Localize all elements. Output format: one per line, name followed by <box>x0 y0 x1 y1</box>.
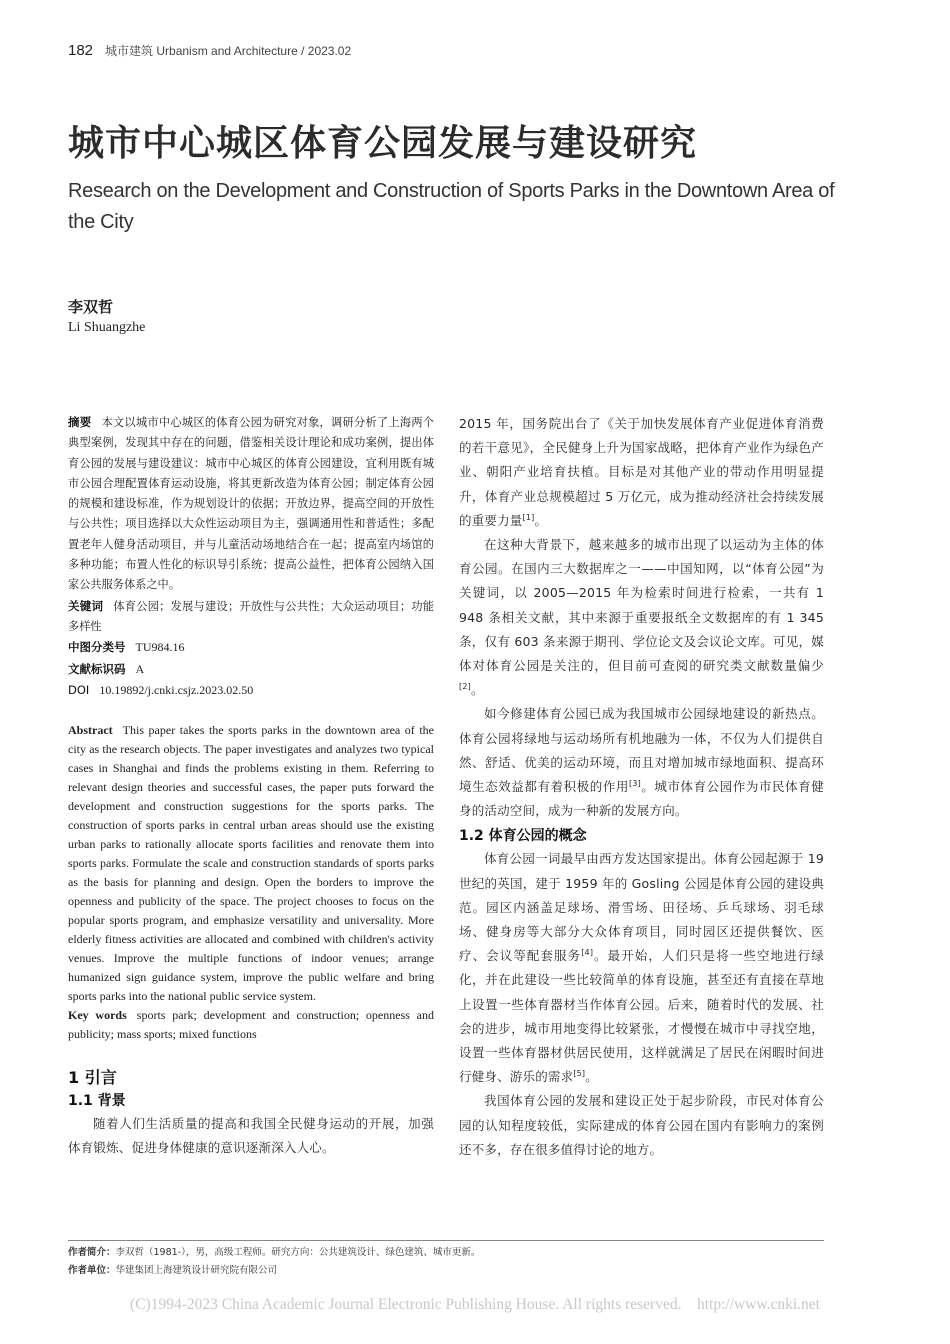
doc-code-line <box>68 659 434 680</box>
footnote-author <box>68 1246 480 1260</box>
subsection-heading-1-1: 1.1 背景 <box>68 1093 126 1110</box>
citation-ref: [2] <box>459 682 471 692</box>
body-paragraph <box>459 702 824 823</box>
left-column <box>68 412 434 1161</box>
footnote-author-label: 作者简介： <box>68 1247 116 1258</box>
keywords-zh-text: 体育公园；发展与建设；开放性与公共性；大众运动项目；功能多样性 <box>68 599 434 633</box>
paragraph-text: 如今修建体育公园已成为我国城市公园绿地建设的新热点。体育公园将绿地与运动场所有机地融为一体，不仅为人们提供自然、舒适、优美的运动环境，而且对增加城市绿地面积、提高环境生态效益都有着积极的作用 <box>459 706 824 795</box>
page-number: 182 <box>68 42 94 59</box>
footnote-unit <box>68 1264 277 1278</box>
citation-ref: [3] <box>628 778 641 788</box>
section-heading-1: 1 引言 <box>68 1068 117 1088</box>
clc-line <box>68 637 434 658</box>
author-zh: 李双哲 <box>68 298 114 316</box>
doi-label: DOI <box>68 682 90 697</box>
abstract-zh-text: 本文以城市中心城区的体育公园为研究对象，调研分析了上海两个典型案例，发现其中存在的问题，借鉴相关设计理论和成功案例，提出体育公园的发展与建设建议：城市中心城区的体育公园建设，宜利用既有城市公园合理配置体育运动设施，将其更新改造为体育公园；制定体育公园的规模和建设标准，作为规划设计的依据；开放边界，提高空间的开放性与公共性；项目选择以大众性运动项目为主，强调通用性和普适性；多配置老年人健身活动项目，并与儿童活动场地结合在一起；提高室内场馆的多种功能；布置人性化的标识导引系统；提高公益性，把体育公园纳入国家公共服务体系之中。 <box>68 416 434 592</box>
paragraph-text: 。最开始，人们只是将一些空地进行绿化，并在此建设一些比较简单的体育设施，甚至还有直接在草地上设置一些体育器材当作体育公园。后来，随着时代的发展、社会的进步，城市用地变得比较紧张，才慢慢在城市中寻找空地，设置一些体育器材供居民使用，这样就满足了居民在闲暇时间进行健身、游乐的需求 <box>459 948 824 1085</box>
citation-ref: [1] <box>522 512 535 522</box>
paragraph-text: 。 <box>470 682 484 698</box>
paragraph-text: 。 <box>585 1069 598 1085</box>
doi-value: 10.19892/j.cnki.csjz.2023.02.50 <box>99 682 254 697</box>
abstract-en-label: Abstract <box>68 723 113 738</box>
citation-ref: [4] <box>581 948 594 958</box>
keywords-en <box>68 1006 434 1044</box>
title-zh: 城市中心城区体育公园发展与建设研究 <box>68 123 698 164</box>
keywords-zh <box>68 596 434 638</box>
paragraph-text: 体育公园一词最早由西方发达国家提出。体育公园起源于 19 世纪的英国，建于 1959 年的 Gosling 公园是体育公园的建设典范。园区内涵盖足球场、滑雪场、田径场、乒乓球场、羽毛球场、健身房等大部分大众体育项目，同时园区还提供餐饮、医疗、会议等配套服务 <box>459 851 824 964</box>
body-paragraph: 我国体育公园的发展和建设正处于起步阶段，市民对体育公园的认知程度较低，实际建成的体育公园在国内有影响力的案例还不多，存在很多值得讨论的地方。 <box>459 1093 824 1157</box>
keywords-zh-label: 关键词 <box>68 598 104 613</box>
footnote-unit-label: 作者单位： <box>68 1265 116 1276</box>
copyright-watermark: (C)1994-2023 China Academic Journal Electronic Publishing House. All rights reserved. http://www.cnki.net <box>130 1296 820 1313</box>
journal-name: 城市建筑 Urbanism and Architecture / 2023.02 <box>105 44 352 58</box>
paragraph-text: 2015 年，国务院出台了《关于加快发展体育产业促进体育消费的若干意见》，全民健身上升为国家战略，把体育产业作为绿色产业、朝阳产业培育扶植。目标是对其他产业的带动作用明显提升，体育产业总规模超过 5 万亿元，成为推动经济社会持续发展的重要力量 <box>459 416 824 528</box>
abstract-en-text: This paper takes the sports parks in the downtown area of the city as the research objects. The paper investigates and analyzes two typical cases in Shanghai and finds the problems existing in them. Referring to relevant design theories and successful cases, the paper puts forward the development and construction suggestions for the sports parks. The construction of sports parks in central urban areas should use the existing urban parks to rationally allocate sports facilities and renovate them into sports parks. Formulate the scale and construction standards of sports parks as the basis for planning and design. Open the borders to improve the openness and publicity of the space. The project chooses to focus on the popular sports program, and emphasize versatility and universality. More elderly fitness activities are allocated and combined with children's activity venues. Improve the multiple functions of indoor venues; arrange humanized sign guidance system, improve the public welfare and bring sports parks into the national public service system. <box>68 723 434 1004</box>
body-paragraph <box>459 847 824 1089</box>
abstract-en <box>68 721 434 1006</box>
subsection-heading-1-2: 1.2 体育公园的概念 <box>459 828 587 845</box>
author-en: Li Shuangzhe <box>68 320 146 335</box>
title-en: Research on the Development and Construction of Sports Parks in the Downtown Area of the City <box>68 180 835 233</box>
paragraph-text: 在这种大背景下，越来越多的城市出现了以运动为主体的体育公园。在国内三大数据库之一——中国知网，以“体育公园”为关键词，以 2005—2015 年为检索时间进行检索，一共有 1 948 条相关文献，其中来源于重要报纸全文数据库的有 1 345 条，仅有 603 条来源于期刊、学位论文及会议论文库。可见，媒体对体育公园是关注的，但目前可查阅的研究类文献数量偏少 <box>459 537 824 674</box>
paragraph-text: 。 <box>534 512 548 528</box>
running-header <box>68 42 351 59</box>
body-paragraph <box>459 412 824 533</box>
footnote-divider <box>68 1240 824 1241</box>
footnote-unit-text: 华建集团上海建筑设计研究院有限公司 <box>115 1265 278 1276</box>
footnote-author-text: 李双哲（1981-），男，高级工程师。研究方向：公共建筑设计、绿色建筑、城市更新。 <box>115 1247 481 1258</box>
body-paragraph <box>459 533 824 702</box>
paragraph-text: 。城市体育公园作为市民体育健身的活动空间，成为一种新的发展方向。 <box>459 779 824 819</box>
doi-line <box>68 680 434 701</box>
keywords-en-text: sports park; development and construction; openness and publicity; mass sports; mixed functions <box>68 1008 435 1042</box>
keywords-en-label: Key words <box>68 1008 127 1023</box>
clc-label: 中图分类号 <box>68 640 126 655</box>
citation-ref: [5] <box>573 1069 586 1079</box>
abstract-zh-label: 摘要 <box>68 415 92 429</box>
right-column <box>459 412 824 1162</box>
doc-code-label: 文献标识码 <box>68 661 126 676</box>
doc-code-value: A <box>135 661 145 676</box>
abstract-zh <box>68 412 434 596</box>
body-paragraph: 随着人们生活质量的提高和我国全民健身运动的开展，加强体育锻炼、促进身体健康的意识逐渐深入人心。 <box>68 1116 434 1156</box>
clc-value: TU984.16 <box>135 640 185 655</box>
